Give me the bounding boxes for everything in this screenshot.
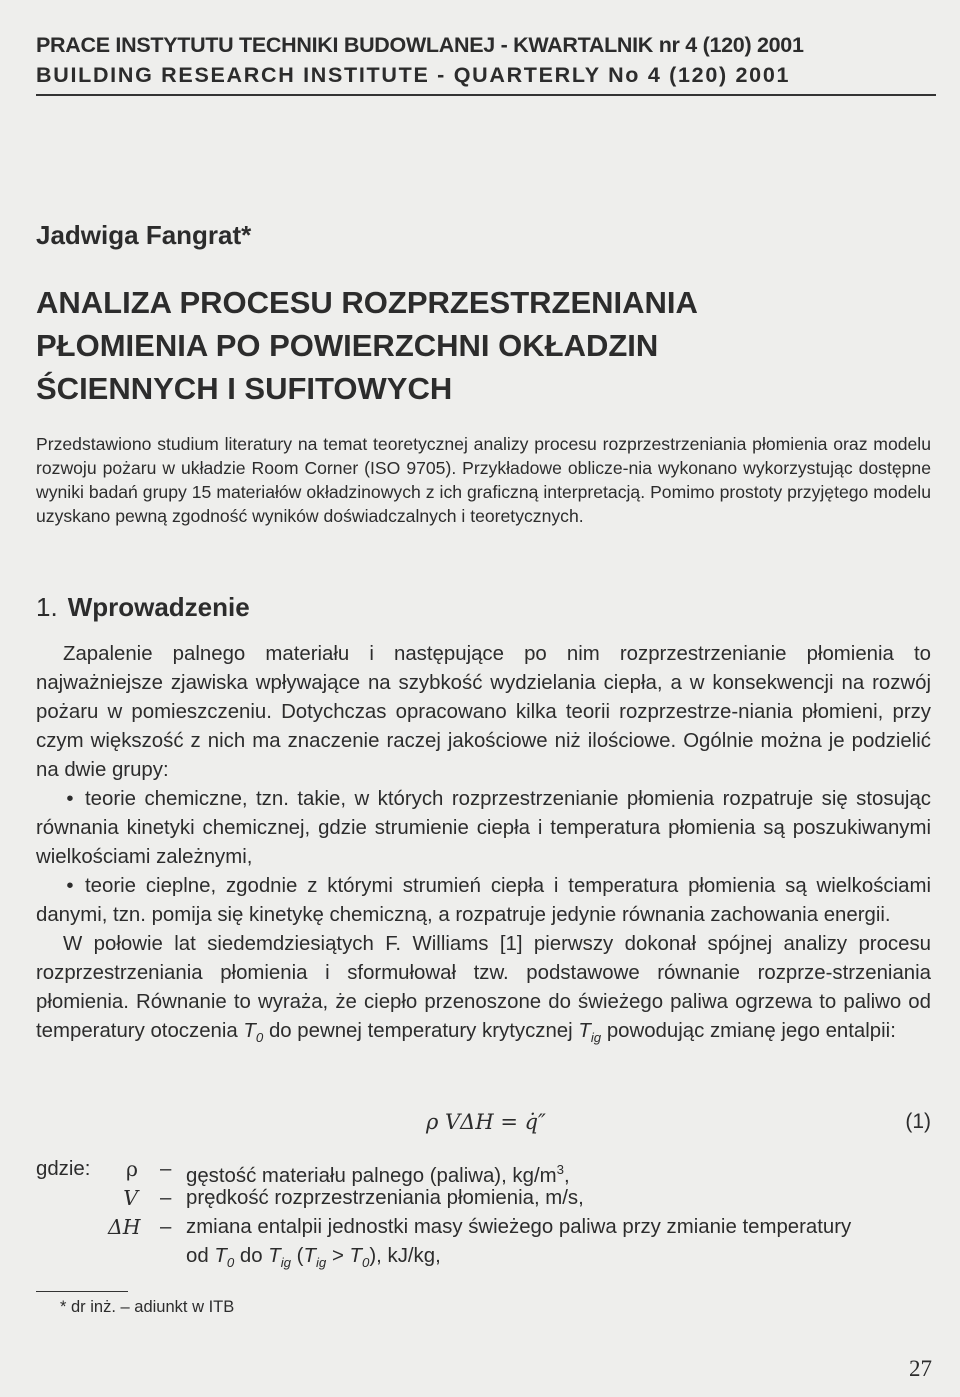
bullet-icon: • [66, 788, 74, 810]
section-number: 1. [36, 592, 58, 622]
legend-text-tail: , [563, 1164, 570, 1187]
legend-text: zmiana entalpii jednostki masy świeżego paliwa przy zmianie temperatury [186, 1216, 852, 1238]
legend-dash: – [160, 1216, 172, 1238]
list-item-text: teorie cieplne, zgodnie z którymi strumień ciepła i temperatura płomienia są wielkościami danymi, tzn. pomija się kinetykę chemiczną, a rozpatruje jedynie równania zachowania energii. [36, 875, 931, 926]
legend-dash: – [160, 1158, 172, 1180]
legend-row-rho [36, 1155, 931, 1187]
article-title [36, 281, 916, 410]
symbol-t0 [214, 1245, 235, 1271]
legend-symbol: ρ [126, 1157, 138, 1181]
symbol-t: T [268, 1245, 281, 1267]
symbol-tig [578, 1020, 602, 1046]
list-item [36, 872, 931, 930]
symbol-t: T [243, 1020, 256, 1042]
header-rule [36, 94, 936, 96]
legend-text-part: od [186, 1245, 215, 1267]
symbol-tig [268, 1245, 292, 1271]
equation-body: ρ VΔH = q̇″ [426, 1110, 546, 1134]
footnote: * dr inż. – adiunkt w ITB [60, 1298, 235, 1316]
list-item [36, 785, 931, 872]
legend-row-dh [36, 1213, 931, 1242]
journal-title-pl: PRACE INSTYTUTU TECHNIKI BUDOWLANEJ - KWARTALNIK nr 4 (120) 2001 [36, 33, 804, 57]
symbol-t: T [349, 1245, 362, 1267]
legend-text-main: gęstość materiału palnego (paliwa), kg/m [186, 1164, 557, 1187]
section-body [36, 640, 931, 1052]
footnote-rule [36, 1291, 128, 1292]
symbol-legend [36, 1155, 931, 1271]
page-number: 27 [909, 1356, 932, 1381]
paragraph [36, 930, 931, 1052]
paragraph-text: do pewnej temperatury krytycznej [268, 1020, 573, 1042]
legend-row-dh-cont [36, 1242, 931, 1271]
legend-dash: – [160, 1187, 172, 1209]
symbol-t0 [349, 1245, 370, 1271]
title-line: ANALIZA PROCESU ROZPRZESTRZENIANIA [36, 285, 698, 320]
legend-symbol: V [123, 1186, 138, 1210]
list-item-text: teorie chemiczne, tzn. takie, w których rozprzestrzenianie płomienia rozpatruje się stosując równania kinetyki chemicznej, gdzie strumienie ciepła i temperatura płomienia są poszukiwanymi wielkościami zależnymi, [36, 788, 931, 868]
author: Jadwiga Fangrat* [36, 220, 252, 250]
symbol-t: T [214, 1245, 227, 1267]
legend-row-v [36, 1184, 931, 1213]
legend-text-part: do [234, 1245, 269, 1267]
subscript: ig [280, 1255, 292, 1271]
legend-head: gdzie: [36, 1158, 91, 1180]
abstract: Przedstawiono studium literatury na temat teoretycznej analizy procesu rozprzestrzeniania płomienia oraz modelu rozwoju pożaru w układzie Room Corner (ISO 9705). Przykładowe oblicze-nia wykonano wykorzystując dostępne wyniki badań grupy 15 materiałów okładzinowych z ich graficzną interpretacją. Pomimo prostoty przyjętego modelu uzyskano pewną zgodność wyników doświadczalnych i teoretycznych. [36, 434, 931, 526]
subscript: ig [590, 1030, 602, 1046]
legend-text-part: > [326, 1245, 350, 1267]
title-line: ŚCIENNYCH I SUFITOWYCH [36, 371, 453, 406]
legend-text-part: ( [291, 1245, 304, 1267]
title-line: PŁOMIENIA PO POWIERZCHNI OKŁADZIN [36, 328, 659, 363]
paragraph-text: W połowie lat siedemdziesiątych F. Williams [1] pierwszy dokonał spójnej analizy procesu rozprzestrzeniania płomienia i sformułował tzw. podstawowe równanie rozprze-strzeniania płomienia. Równanie to wyraża, że ciepło przenoszone do świeżego paliwa ogrzewa to paliwo od temperatury otoczenia [36, 933, 931, 1042]
symbol-t: T [303, 1245, 316, 1267]
journal-header [36, 31, 936, 89]
journal-title-en: BUILDING RESEARCH INSTITUTE - QUARTERLY No 4 (120) 2001 [36, 63, 791, 87]
subscript: 0 [226, 1255, 235, 1271]
bullet-icon: • [66, 875, 74, 897]
paragraph: Zapalenie palnego materiału i następujące po nim rozprzestrzenianie płomienia to najważniejsze zjawiska wpływające na szybkość wydzielania ciepła, a w konsekwencji na rozwój pożaru w pomieszczeniu. Dotychczas opracowano kilka teorii rozprzestrze-niania płomieni, przy czym większość z nich ma znaczenie raczej jakościowe niż ilościowe. Ogólnie można je podzielić na dwie grupy: [36, 643, 931, 781]
legend-continuation [186, 1242, 441, 1277]
symbol-t: T [578, 1020, 591, 1042]
symbol-t0 [243, 1020, 264, 1046]
legend-symbol: ΔH [108, 1215, 141, 1239]
symbol-tig [303, 1245, 327, 1271]
section-heading [36, 590, 250, 624]
superscript: 3 [556, 1162, 564, 1177]
subscript: ig [315, 1255, 327, 1271]
subscript: 0 [255, 1030, 264, 1046]
legend-text-part: ), kJ/kg, [369, 1245, 441, 1267]
equation-number: (1) [905, 1110, 931, 1133]
subscript: 0 [362, 1255, 370, 1271]
paragraph-text: powodując zmianę jego entalpii: [606, 1020, 896, 1042]
section-title: Wprowadzenie [67, 592, 250, 622]
legend-text: prędkość rozprzestrzeniania płomienia, m/s, [186, 1187, 584, 1209]
equation [36, 1110, 931, 1142]
